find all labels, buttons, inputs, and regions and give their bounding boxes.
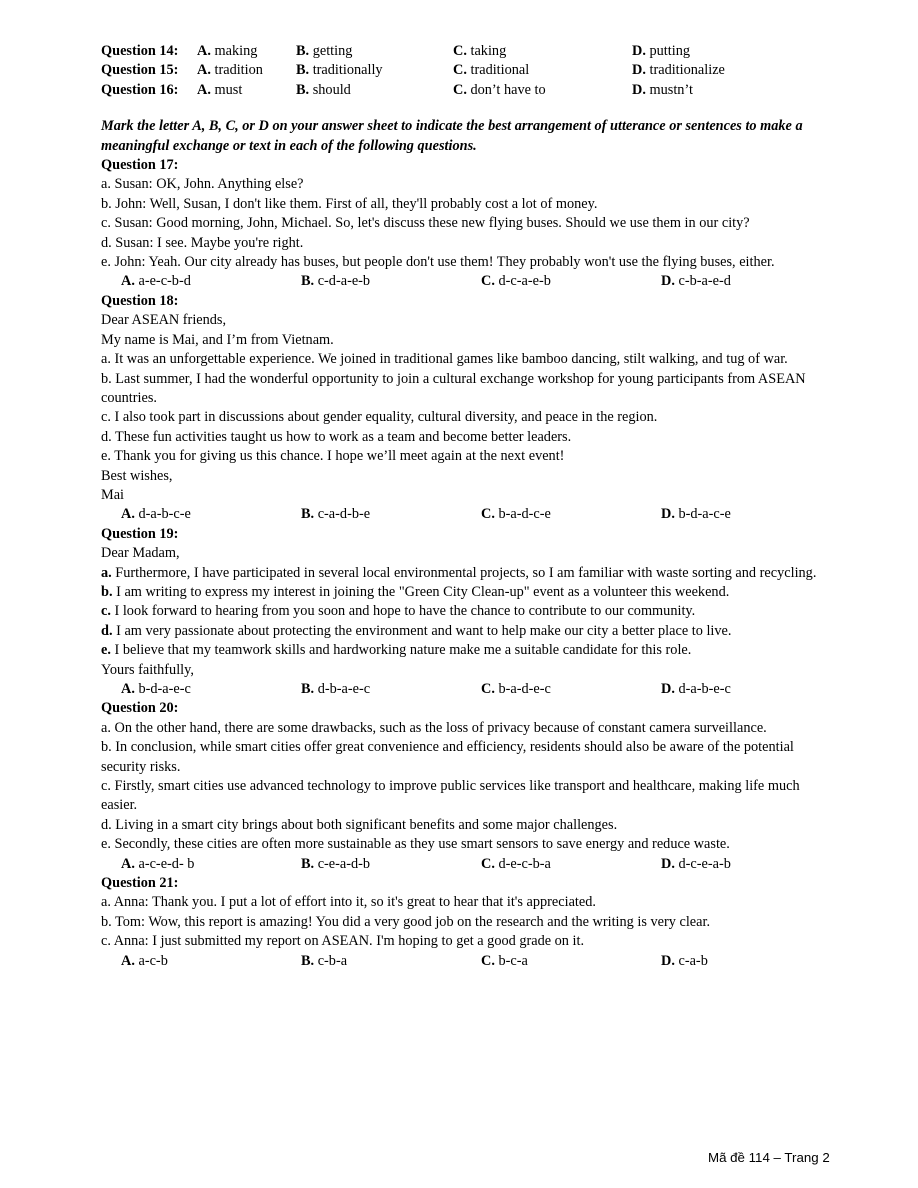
- option-d: D. mustn’t: [632, 81, 693, 98]
- q21-line-c: c. Anna: I just submitted my report on ASEAN. I'm hoping to get a good grade on it.: [101, 933, 585, 950]
- section-instruction: Mark the letter A, B, C, or D on your answer sheet to indicate the best arrangement of utterance or sentences to make a meaningful exchange or text in each of the following questions.: [101, 118, 803, 154]
- exam-page: [101, 42, 836, 971]
- option-b: B. should: [296, 81, 351, 98]
- option-c: C. d-e-c-b-a: [481, 855, 551, 872]
- q18-line-e: e. Thank you for giving us this chance. I hope we’ll meet again at the next event!: [101, 448, 565, 465]
- option-d: D. d-c-e-a-b: [661, 855, 731, 872]
- q18-line-b: b. Last summer, I had the wonderful opportunity to join a cultural exchange workshop for young participants from ASEAN countries.: [101, 370, 806, 406]
- q17-answer-options: [101, 272, 836, 291]
- option-d: D. traditionalize: [632, 62, 725, 79]
- question-14-label: Question 14:: [101, 43, 179, 59]
- q17-line-a: a. Susan: OK, John. Anything else?: [101, 176, 304, 193]
- page-footer: Mã đề 114 – Trang 2: [708, 1150, 830, 1165]
- option-a: A. must: [197, 81, 243, 98]
- question-20-title: Question 20:: [101, 700, 179, 717]
- q19-closing: Yours faithfully,: [101, 661, 194, 678]
- q21-answer-options: [101, 952, 836, 971]
- question-21-title: Question 21:: [101, 875, 179, 892]
- q19-item-a: a. Furthermore, I have participated in several local environmental projects, so I am familiar with waste sorting and recycling.: [101, 564, 817, 581]
- q18-line-d: d. These fun activities taught us how to work as a team and become better leaders.: [101, 428, 572, 445]
- option-d: D. b-d-a-c-e: [661, 506, 731, 523]
- q20-line-d: d. Living in a smart city brings about both significant benefits and some major challenges.: [101, 816, 618, 833]
- q20-answer-options: [101, 855, 836, 874]
- q19-greeting: Dear Madam,: [101, 545, 180, 562]
- option-b: B. c-a-d-b-e: [301, 506, 371, 523]
- option-a: A. a-c-b: [121, 952, 168, 969]
- option-a: A. d-a-b-c-e: [121, 506, 191, 523]
- q19-item-e: e. I believe that my teamwork skills and hardworking nature make me a suitable candidate for this role.: [101, 642, 692, 659]
- option-a: A. a-e-c-b-d: [121, 273, 191, 290]
- question-15-label: Question 15:: [101, 62, 179, 79]
- option-c: C. taking: [453, 43, 507, 59]
- option-a: A. b-d-a-e-c: [121, 681, 191, 697]
- question-14-row: [101, 42, 836, 61]
- option-b: B. c-b-a: [301, 952, 348, 969]
- q18-line-a: a. It was an unforgettable experience. We joined in traditional games like bamboo dancing, stilt walking, and tug of war.: [101, 351, 788, 368]
- q20-line-b: b. In conclusion, while smart cities offer great convenience and efficiency, residents should also be aware of the potential security risks.: [101, 739, 794, 775]
- spacer: [101, 100, 836, 117]
- q19-item-b: b. I am writing to express my interest in joining the "Green City Clean-up" event as a volunteer this weekend.: [101, 583, 730, 600]
- q19-item-c: c. I look forward to hearing from you soon and hope to have the chance to contribute to our community.: [101, 603, 696, 620]
- option-c: C. b-a-d-c-e: [481, 506, 551, 523]
- option-d: D. c-a-b: [661, 952, 708, 969]
- option-a: A. tradition: [197, 62, 263, 79]
- option-c: C. b-c-a: [481, 952, 528, 969]
- q18-intro: My name is Mai, and I’m from Vietnam.: [101, 331, 334, 348]
- question-18-title: Question 18:: [101, 292, 179, 309]
- option-b: B. c-e-a-d-b: [301, 855, 371, 872]
- option-b: B. d-b-a-e-c: [301, 681, 371, 697]
- option-d: D. d-a-b-e-c: [661, 681, 731, 697]
- q18-answer-options: [101, 505, 836, 524]
- q17-line-d: d. Susan: I see. Maybe you're right.: [101, 234, 304, 251]
- q20-line-c: c. Firstly, smart cities use advanced technology to improve public services like transport and healthcare, making life much easier.: [101, 778, 800, 814]
- option-d: D. c-b-a-e-d: [661, 273, 731, 290]
- question-16-label: Question 16:: [101, 81, 179, 98]
- q21-line-a: a. Anna: Thank you. I put a lot of effort into it, so it's great to hear that it's appreciated.: [101, 894, 596, 911]
- q20-line-e: e. Secondly, these cities are often more sustainable as they use smart sensors to save energy and reduce waste.: [101, 836, 730, 853]
- option-b: B. getting: [296, 43, 353, 59]
- q21-line-b: b. Tom: Wow, this report is amazing! You did a very good job on the research and the writing is very clear.: [101, 913, 711, 930]
- option-a: A. a-c-e-d- b: [121, 855, 195, 872]
- q18-greeting: Dear ASEAN friends,: [101, 312, 227, 329]
- question-19-title: Question 19:: [101, 525, 179, 542]
- question-15-row: [101, 61, 836, 80]
- option-c: C. traditional: [453, 62, 530, 79]
- q18-closing: Best wishes,: [101, 467, 173, 484]
- q19-answer-options: [101, 680, 836, 699]
- option-b: B. c-d-a-e-b: [301, 273, 371, 290]
- option-a: A. making: [197, 43, 258, 59]
- option-c: C. b-a-d-e-c: [481, 681, 551, 697]
- option-d: D. putting: [632, 43, 690, 59]
- option-b: B. traditionally: [296, 62, 383, 79]
- option-c: C. d-c-a-e-b: [481, 273, 551, 290]
- question-17-title: Question 17:: [101, 157, 179, 174]
- q20-line-a: a. On the other hand, there are some drawbacks, such as the loss of privacy because of constant camera surveillance.: [101, 719, 767, 736]
- q19-item-d: d. I am very passionate about protecting the environment and want to help make our city a better place to live.: [101, 622, 732, 639]
- question-16-row: [101, 81, 836, 100]
- q17-line-e: e. John: Yeah. Our city already has buses, but people don't use them! They probably won't use the flying buses, either.: [101, 254, 775, 271]
- q17-line-c: c. Susan: Good morning, John, Michael. So, let's discuss these new flying buses. Should we use them in our city?: [101, 215, 750, 232]
- q17-line-b: b. John: Well, Susan, I don't like them. First of all, they'll probably cost a lot of money.: [101, 195, 598, 212]
- option-c: C. don’t have to: [453, 81, 546, 98]
- q18-line-c: c. I also took part in discussions about gender equality, cultural diversity, and peace in the region.: [101, 409, 658, 426]
- q18-signature: Mai: [101, 486, 125, 503]
